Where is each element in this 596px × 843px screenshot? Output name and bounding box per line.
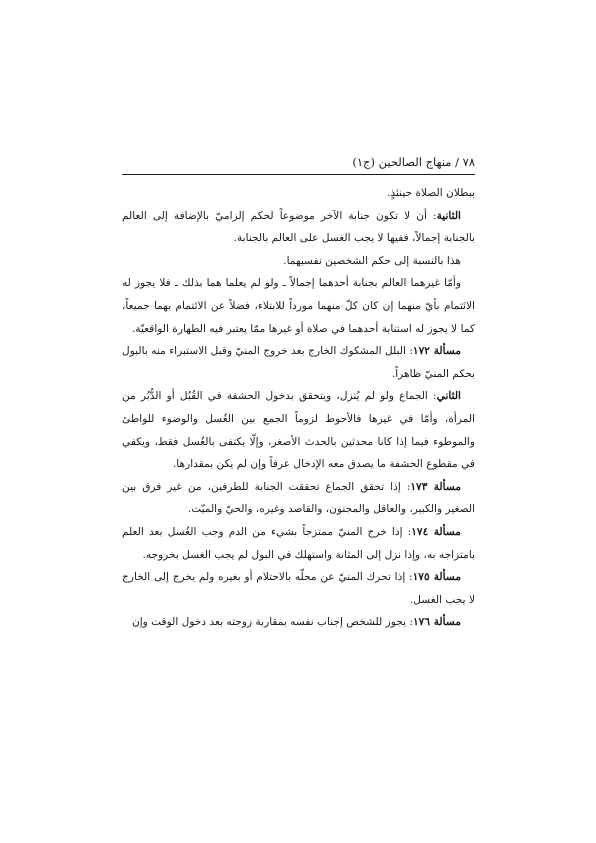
paragraph-lead: مسألة ١٧٣ (410, 480, 462, 493)
paragraph-text: : يجوز للشخص إجناب نفسه بمقاربة زوجته بعد دخول الوقت وإن (131, 616, 413, 629)
paragraph-text: : الجماع ولو لم يُنزل، ويتحقق بدخول الحشفة في القُبُل أو الدُّبُر من المرأة، وأمّا في غيرها فالأحوط لزوماً الجمع بين الغُسل والوضوء للواطئ والموطوء فيما إذا كانا محدثين بالحدث الأصغر، وإلّا يكتفى بالغُسل فقط، ويكفي في مقطوع الحشفة ما يصدق معه الإدخال عرفاً وإن لم يكن بمقدارها. (122, 390, 475, 471)
paragraph-lead: مسألة ١٧٦ (412, 616, 461, 629)
paragraph-text: : إذا خرج المنيّ ممتزجاً بشيء من الدم وجب الغُسل بعد العلم بامتزاجه به، وإذا نزل إلى المثانة واستهلك في البول لم يجب الغسل بخروجه. (122, 525, 475, 561)
paragraph-lead: مسألة ١٧٤ (411, 525, 461, 538)
paragraph-lead: مسألة ١٧٢ (412, 345, 462, 358)
paragraph-text: : البلل المشكوك الخارج بعد خروج المنيّ وقبل الاستبراء منه بالبول بحكم المنيّ ظاهراً. (122, 345, 475, 380)
paragraph (122, 250, 475, 273)
paragraph-lead: الثانية (436, 209, 461, 222)
paragraph-text: ببطلان الصلاة حينئذٍ. (387, 187, 475, 199)
paragraph-text: : إذا تحقق الجماع تحققت الجنابة للطرفين، من غير فرق بين الصغير والكبير، والعاقل والمجنون، والقاصد وغيره، والحيّ والميّت. (122, 480, 475, 516)
paragraph (122, 611, 475, 634)
header-rule (122, 174, 475, 175)
paragraph-text: : إذا تحرك المنيّ عن محلّه بالاحتلام أو بغيره ولم يخرج إلى الخارج لا يجب الغسل. (122, 571, 475, 606)
paragraph (122, 521, 475, 566)
paragraph-lead: الثاني (436, 390, 461, 403)
paragraph-text: : أن لا تكون جنابة الآخر موضوعاً لحكم إلزاميّ بالإضافة إلى العالم بالجنابة إجمالاً، ففيها لا يجب الغسل على العالم بالجنابة. (122, 209, 475, 245)
paragraph (122, 476, 475, 521)
running-header (122, 152, 475, 172)
paragraph-text: وأمّا غيرهما العالم بجنابة أحدهما إجمالاً ـ ولو لم يعلما هما بذلك ـ فلا يجوز له الائتمام بأيّ منهما إن كان كلّ منهما مورداً للابتلاء، فضلاً عن الائتمام بهما جميعاً، كما لا يجوز له استنابة أحدهما في صلاة أو غيرها ممّا يعتبر فيه الطهارة الواقعيّة. (122, 277, 475, 335)
paragraph (122, 566, 475, 611)
paragraph (122, 385, 475, 475)
paragraph (122, 205, 475, 250)
paragraph-lead: مسألة ١٧٥ (412, 571, 462, 584)
paragraph (122, 182, 475, 205)
page-body (122, 182, 475, 634)
paragraph (122, 340, 475, 385)
paragraph-text: هذا بالنسبة إلى حكم الشخصين نفسيهما. (283, 254, 461, 267)
running-title: ٧٨ / منهاج الصالحين (ج١) (352, 155, 475, 169)
paragraph (122, 272, 475, 340)
